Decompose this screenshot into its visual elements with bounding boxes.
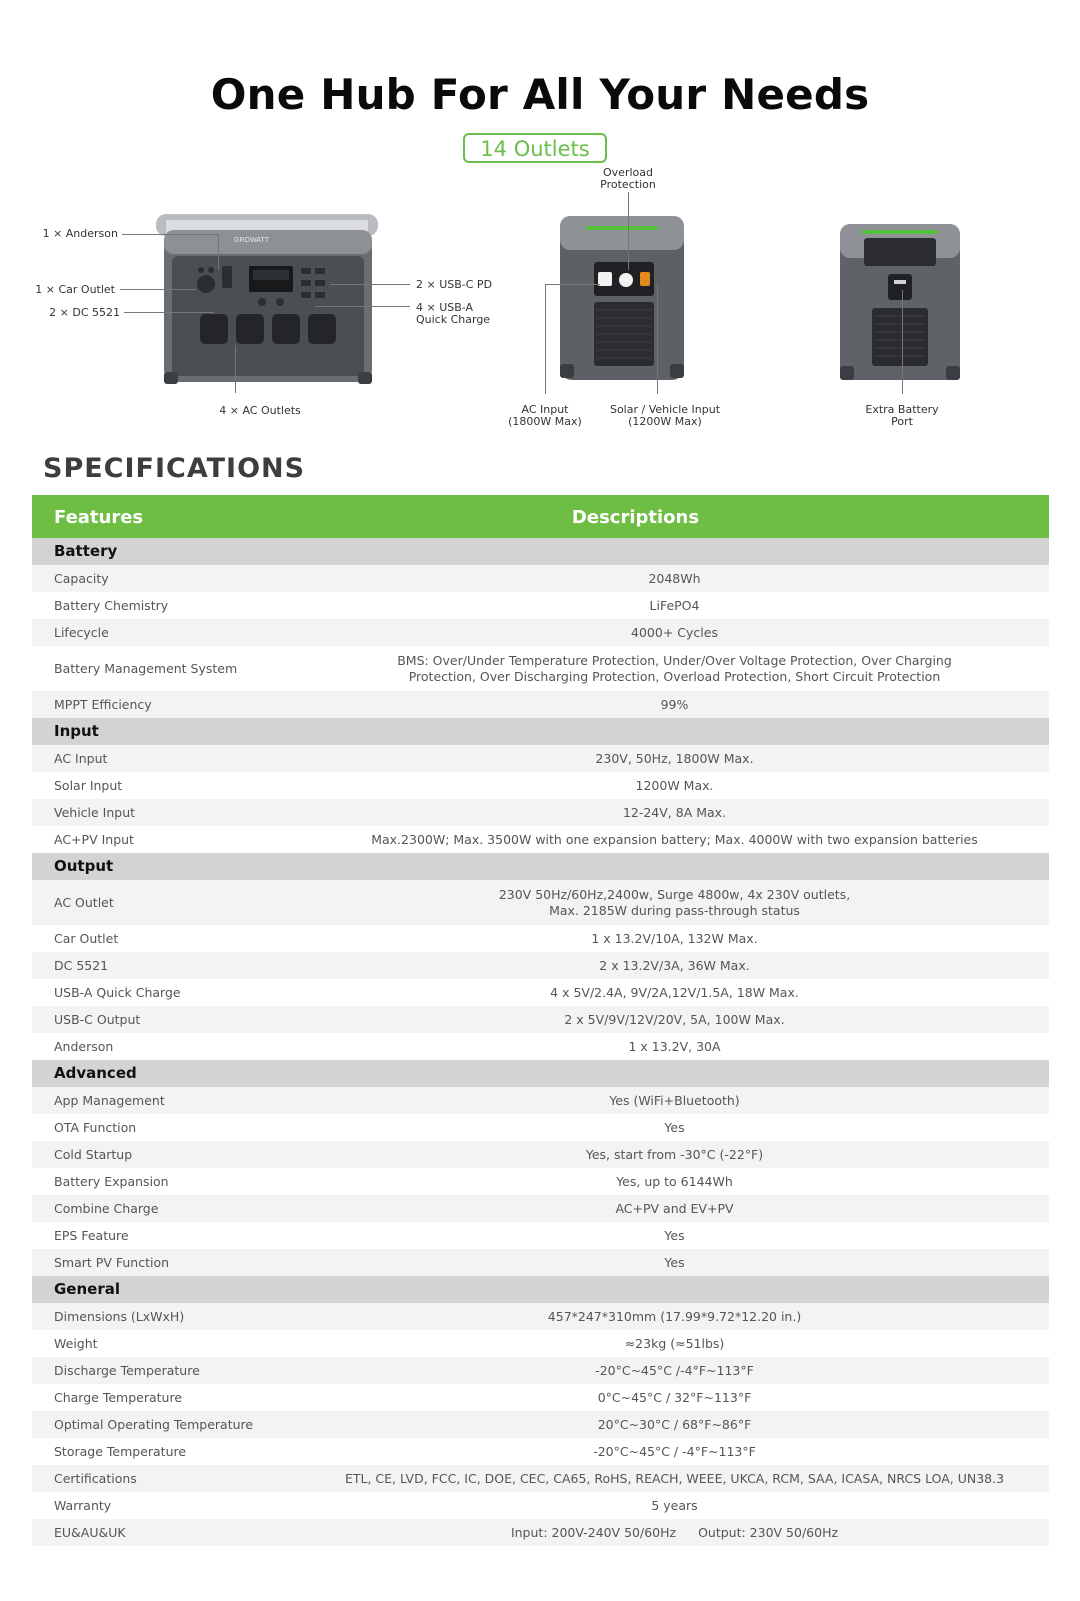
table-row xyxy=(32,1465,1049,1492)
feature-value: 457*247*310mm (17.99*9.72*12.20 in.) xyxy=(547,1308,802,1324)
table-row xyxy=(32,1222,1049,1249)
power-station-back-image xyxy=(836,222,964,382)
feature-value: 1 x 13.2V/10A, 132W Max. xyxy=(591,930,758,946)
table-row xyxy=(32,646,1049,691)
callout-solar-vehicle-input: Solar / Vehicle Input (1200W Max) xyxy=(609,403,721,428)
feature-value: 5 years xyxy=(651,1497,698,1513)
feature-label: Optimal Operating Temperature xyxy=(54,1417,254,1432)
feature-label: Storage Temperature xyxy=(54,1444,187,1459)
feature-label: OTA Function xyxy=(54,1120,137,1135)
table-row xyxy=(32,619,1049,646)
specifications-table xyxy=(32,495,1049,1546)
table-row xyxy=(32,691,1049,718)
feature-label: Weight xyxy=(54,1336,98,1351)
table-row xyxy=(32,1411,1049,1438)
section-output: Output xyxy=(32,853,1049,880)
feature-value: Yes xyxy=(664,1254,685,1270)
feature-label: Lifecycle xyxy=(54,625,109,640)
feature-label: App Management xyxy=(54,1093,165,1108)
feature-label: Combine Charge xyxy=(54,1201,159,1216)
feature-label: Solar Input xyxy=(54,778,123,793)
table-row xyxy=(32,1168,1049,1195)
solar-input-port xyxy=(640,272,650,286)
feature-value: 230V 50Hz/60Hz,2400w, Surge 4800w, 4x 230V outlets, Max. 2185W during pass-through status xyxy=(498,886,851,918)
feature-label: Battery Expansion xyxy=(54,1174,169,1189)
features-column-header: Features xyxy=(54,507,144,528)
table-header xyxy=(32,495,1049,538)
feature-value: -20°C~45°C / -4°F~113°F xyxy=(593,1443,756,1459)
callout-ac-input: AC Input (1800W Max) xyxy=(508,403,582,428)
table-row xyxy=(32,1303,1049,1330)
feature-value: 20°C~30°C / 68°F~86°F xyxy=(597,1416,752,1432)
table-row xyxy=(32,1330,1049,1357)
feature-value: Yes, start from -30°C (-22°F) xyxy=(585,1146,764,1162)
feature-label: USB-A Quick Charge xyxy=(54,985,181,1000)
table-row xyxy=(32,1249,1049,1276)
feature-label: Warranty xyxy=(54,1498,112,1513)
feature-label: Vehicle Input xyxy=(54,805,136,820)
table-row xyxy=(32,925,1049,952)
section-battery: Battery xyxy=(32,538,1049,565)
feature-value: 2 x 13.2V/3A, 36W Max. xyxy=(599,957,750,973)
table-row xyxy=(32,952,1049,979)
table-row xyxy=(32,1492,1049,1519)
table-row xyxy=(32,745,1049,772)
feature-value: -20°C~45°C /-4°F~113°F xyxy=(595,1362,754,1378)
status-light xyxy=(862,230,938,234)
table-row xyxy=(32,592,1049,619)
feature-value: LiFePO4 xyxy=(649,597,700,613)
ac-socket xyxy=(236,314,264,344)
power-station-side-image xyxy=(556,214,688,382)
feature-value: 2 x 5V/9V/12V/20V, 5A, 100W Max. xyxy=(564,1011,785,1027)
feature-label: DC 5521 xyxy=(54,958,109,973)
table-row xyxy=(32,1384,1049,1411)
feature-value: 0°C~45°C / 32°F~113°F xyxy=(597,1389,752,1405)
callout-extra-battery-port: Extra Battery Port xyxy=(865,403,939,428)
section-input: Input xyxy=(32,718,1049,745)
ac-input-port xyxy=(598,272,612,286)
anderson-port xyxy=(222,266,232,288)
descriptions-column-header: Descriptions xyxy=(571,507,700,528)
callout-usb-c: 2 × USB-C PD xyxy=(416,278,493,291)
table-row xyxy=(32,799,1049,826)
feature-label: Cold Startup xyxy=(54,1147,133,1162)
feature-label: Battery Chemistry xyxy=(54,598,169,613)
feature-value: Yes xyxy=(664,1227,685,1243)
feature-value: 4000+ Cycles xyxy=(631,624,718,640)
feature-label: Capacity xyxy=(54,571,109,586)
feature-value: Yes (WiFi+Bluetooth) xyxy=(609,1092,740,1108)
feature-value: ETL, CE, LVD, FCC, IC, DOE, CEC, CA65, RoHS, REACH, WEEE, UKCA, RCM, SAA, ICASA, NRCS LOA, UN38.3 xyxy=(344,1470,1005,1486)
feature-value: 230V, 50Hz, 1800W Max. xyxy=(595,750,754,766)
feature-label: EU&AU&UK xyxy=(54,1525,126,1540)
feature-value: Input: 200V-240V 50/60Hz Output: 230V 50/60Hz xyxy=(510,1524,839,1540)
feature-value: 2048Wh xyxy=(648,570,701,586)
feature-label: AC Outlet xyxy=(54,895,114,910)
table-row xyxy=(32,1438,1049,1465)
table-row xyxy=(32,1087,1049,1114)
extra-battery-port xyxy=(888,274,912,300)
callout-overload: Overload Protection xyxy=(600,166,656,191)
callout-ac-outlets: 4 × AC Outlets xyxy=(219,404,301,417)
feature-value: ≈23kg (≈51lbs) xyxy=(624,1335,725,1351)
table-row xyxy=(32,1006,1049,1033)
callout-usb-a: 4 × USB-A Quick Charge xyxy=(416,301,491,326)
table-row xyxy=(32,565,1049,592)
callout-anderson: 1 × Anderson xyxy=(42,227,118,240)
page-title: One Hub For All Your Needs xyxy=(210,70,870,119)
overload-button xyxy=(619,273,633,287)
feature-value: AC+PV and EV+PV xyxy=(615,1200,734,1216)
feature-label: Charge Temperature xyxy=(54,1390,183,1405)
car-outlet-port xyxy=(197,275,215,293)
feature-label: Anderson xyxy=(54,1039,114,1054)
feature-label: Dimensions (LxWxH) xyxy=(54,1309,185,1324)
feature-label: MPPT Efficiency xyxy=(54,697,152,712)
feature-label: AC Input xyxy=(54,751,108,766)
feature-value: 1200W Max. xyxy=(635,777,714,793)
table-row xyxy=(32,979,1049,1006)
table-row xyxy=(32,826,1049,853)
feature-value: Yes, up to 6144Wh xyxy=(616,1173,733,1189)
power-station-front-image xyxy=(150,212,386,387)
table-row xyxy=(32,772,1049,799)
ac-socket xyxy=(272,314,300,344)
section-advanced: Advanced xyxy=(32,1060,1049,1087)
callout-car-outlet: 1 × Car Outlet xyxy=(35,283,115,296)
table-row xyxy=(32,1195,1049,1222)
feature-label: Car Outlet xyxy=(54,931,119,946)
feature-value: 4 x 5V/2.4A, 9V/2A,12V/1.5A, 18W Max. xyxy=(550,984,799,1000)
brand-logo: GROWATT xyxy=(234,237,269,244)
table-row xyxy=(32,1141,1049,1168)
feature-label: Smart PV Function xyxy=(54,1255,170,1270)
feature-value: 1 x 13.2V, 30A xyxy=(628,1038,721,1054)
feature-value: Max.2300W; Max. 3500W with one expansion battery; Max. 4000W with two expansion batteries xyxy=(371,831,978,847)
feature-value: Yes xyxy=(664,1119,685,1135)
feature-label: Battery Management System xyxy=(54,661,238,676)
callout-dc5521: 2 × DC 5521 xyxy=(49,306,120,319)
feature-label: EPS Feature xyxy=(54,1228,129,1243)
feature-label: Certifications xyxy=(54,1471,137,1486)
section-general: General xyxy=(32,1276,1049,1303)
feature-value: 99% xyxy=(660,696,689,712)
feature-value: 12-24V, 8A Max. xyxy=(622,804,727,820)
ac-socket xyxy=(308,314,336,344)
table-row xyxy=(32,880,1049,925)
feature-label: AC+PV Input xyxy=(54,832,134,847)
ac-socket xyxy=(200,314,228,344)
feature-value: BMS: Over/Under Temperature Protection, Under/Over Voltage Protection, Over Charging Protection, Over Discharging Protection, Overload Protection, Short Circuit Protection xyxy=(397,652,952,684)
table-row xyxy=(32,1519,1049,1546)
feature-label: Discharge Temperature xyxy=(54,1363,200,1378)
table-row xyxy=(32,1033,1049,1060)
table-row xyxy=(32,1357,1049,1384)
specifications-heading: SPECIFICATIONS xyxy=(43,453,306,484)
outlets-badge: 14 Outlets xyxy=(463,133,607,163)
status-light xyxy=(586,226,658,230)
feature-label: USB-C Output xyxy=(54,1012,141,1027)
table-row xyxy=(32,1114,1049,1141)
